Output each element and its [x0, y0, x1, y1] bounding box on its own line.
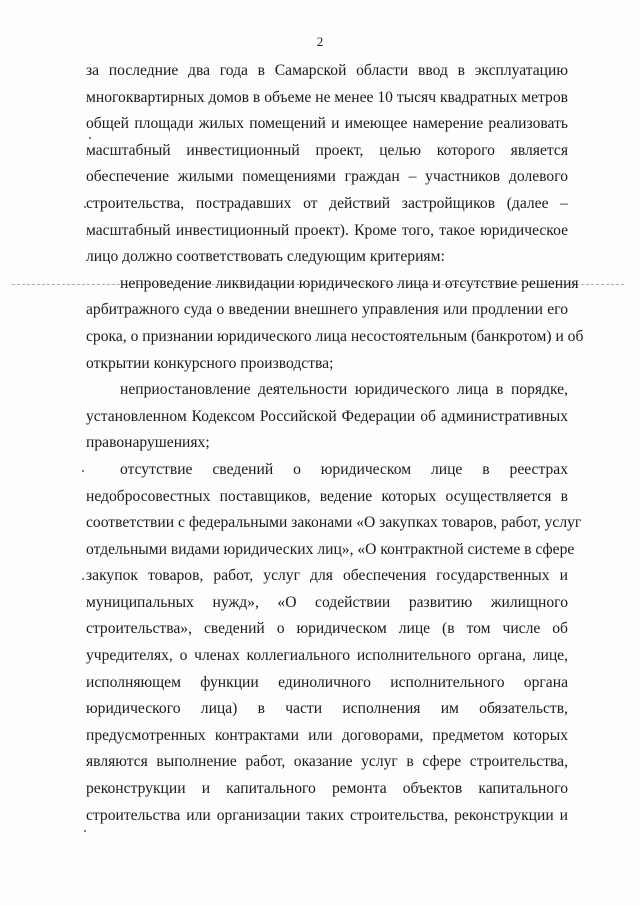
- text-line: соответствии с федеральными законами «О закупках товаров, работ, услуг: [86, 514, 582, 532]
- text-line: арбитражного суда о введении внешнего управления или продлении его: [86, 301, 568, 319]
- text-line: масштабный инвестиционный проект). Кроме того, такое юридическое: [86, 221, 568, 239]
- text-line: срока, о признании юридического лица несостоятельным (банкротом) и об: [86, 327, 584, 345]
- text-line: правонарушениях;: [86, 434, 210, 452]
- text-line: неприостановление деятельности юридического лица в порядке,: [120, 381, 568, 399]
- text-line: обеспечение жилыми помещениями граждан – участников долевого: [86, 168, 568, 186]
- text-line: строительства», сведений о юридическом лице (в том числе об: [86, 620, 568, 638]
- document-body: [86, 58, 584, 829]
- text-line: открытии конкурсного производства;: [86, 354, 334, 372]
- text-line: предусмотренных контрактами или договорами, предметом которых: [86, 726, 568, 744]
- text-line: отдельными видами юридических лиц», «О контрактной системе в сфере: [86, 540, 575, 558]
- text-line: юридического лица) в части исполнения им обязательств,: [86, 700, 568, 718]
- text-line: учредителях, о членах коллегиального исполнительного органа, лице,: [86, 647, 568, 665]
- text-line: непроведение ликвидации юридического лица и отсутствие решения: [120, 274, 579, 292]
- scan-speck: [84, 830, 86, 832]
- text-line: муниципальных нужд», «О содействии развитию жилищного: [86, 593, 568, 611]
- scan-speck: [82, 578, 84, 580]
- text-line: за последние два года в Самарской области ввод в эксплуатацию: [86, 62, 568, 79]
- text-line: лицо должно соответствовать следующим критериям:: [86, 248, 445, 266]
- text-line: исполняющем функции единоличного исполнительного органа: [86, 673, 568, 691]
- text-line: закупок товаров, работ, услуг для обеспечения государственных и: [86, 567, 568, 585]
- page-number: 2: [316, 34, 324, 49]
- text-line: многоквартирных домов в объеме не менее 10 тысяч квадратных метров: [86, 88, 568, 106]
- text-line: недобросовестных поставщиков, ведение которых осуществляется в: [86, 487, 568, 505]
- text-line: установленном Кодексом Российской Федерации об административных: [86, 407, 568, 425]
- text-line: реконструкции и капитального ремонта объектов капитального: [86, 780, 568, 798]
- text-line: отсутствие сведений о юридическом лице в реестрах: [120, 460, 568, 478]
- text-line: являются выполнение работ, оказание услуг в сфере строительства,: [86, 753, 568, 771]
- scan-speck: [82, 470, 84, 472]
- text-line: масштабный инвестиционный проект, целью которого является: [86, 141, 568, 159]
- text-line: строительства, пострадавших от действий застройщиков (далее –: [86, 194, 568, 212]
- text-line: общей площади жилых помещений и имеющее намерение реализовать: [86, 115, 568, 133]
- text-line: строительства или организации таких строительства, реконструкции и: [86, 806, 568, 824]
